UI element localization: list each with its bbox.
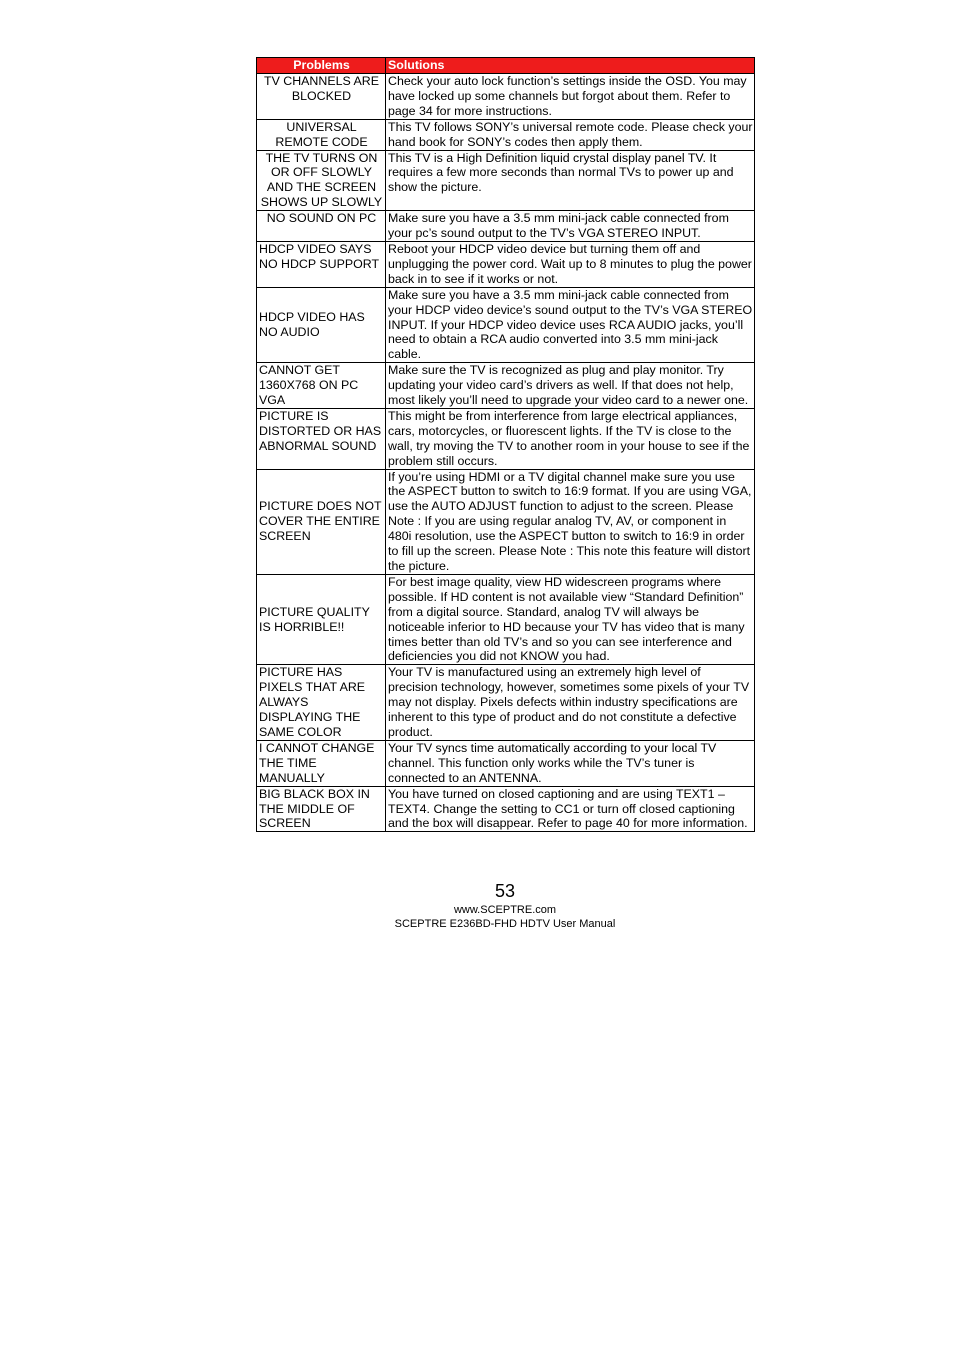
problem-cell: TV CHANNELS ARE BLOCKED [257,74,386,120]
table-row [257,363,755,409]
table-row [257,786,755,832]
problems-column-header: Problems [257,58,386,74]
solution-cell: Make sure you have a 3.5 mm mini-jack cable connected from your HDCP video device’s sound output to the TV’s VGA STEREO INPUT. If your HDCP video device uses RCA AUDIO jacks, you’ll need to obtain a RCA audio converted into 3.5 mm mini-jack cable. [386,287,755,363]
solution-cell: Make sure the TV is recognized as plug and play monitor. Try updating your video card’s drivers as well. If that does not help, most likely you’ll need to upgrade your video card to a newer one. [386,363,755,409]
solution-cell: Your TV syncs time automatically according to your local TV channel. This function only works while the TV’s tuner is connected to an ANTENNA. [386,740,755,786]
problem-cell: PICTURE DOES NOT COVER THE ENTIRE SCREEN [257,469,386,574]
problem-cell: THE TV TURNS ON OR OFF SLOWLY AND THE SCREEN SHOWS UP SLOWLY [257,150,386,211]
solution-cell: This TV follows SONY’s universal remote code. Please check your hand book for SONY’s codes then apply them. [386,119,755,150]
solution-cell: You have turned on closed captioning and are using TEXT1 – TEXT4. Change the setting to CC1 or turn off closed captioning and the box will disappear. Refer to page 40 for more information. [386,786,755,832]
website-url: www.SCEPTRE.com [453,904,557,916]
table-row [257,211,755,242]
problem-cell: BIG BLACK BOX IN THE MIDDLE OF SCREEN [257,786,386,832]
solution-cell: If you’re using HDMI or a TV digital channel make sure you use the ASPECT button to switch to 16:9 format. If you are using VGA, use the AUTO ADJUST function to adjust to the screen. Please Note : If you are using regular analog TV, AV, or component in 480i resolution, use the ASPECT button to switch to 16:9 in order to fill up the screen. Please Note : This note this feature will distort the picture. [386,469,755,574]
solution-cell: Check your auto lock function’s settings inside the OSD. You may have locked up some channels but forgot about them. Refer to page 34 for more instructions. [386,74,755,120]
solution-cell: For best image quality, view HD widescreen programs where possible. If HD content is not available view “Standard Definition” from a digital source. Standard, analog TV will always be noticeable inferior to HD because your TV has video that is many times better than old TV’s and so you can see interference and deficiencies you did not KNOW you had. [386,574,755,664]
table-row [257,740,755,786]
solution-cell: This TV is a High Definition liquid crystal display panel TV. It requires a few more seconds than normal TVs to power up and show the picture. [386,150,755,211]
solutions-column-header: Solutions [386,58,755,74]
solution-cell: This might be from interference from large electrical appliances, cars, motorcycles, or fluorescent lights. If the TV is close to the wall, try moving the TV to another room in your house to see if the problem still occurs. [386,408,755,469]
problem-cell: NO SOUND ON PC [257,211,386,242]
table-row [257,469,755,574]
problem-cell: HDCP VIDEO SAYS NO HDCP SUPPORT [257,241,386,287]
page-footer [0,880,954,931]
table-header-row [257,58,755,74]
problem-cell: UNIVERSAL REMOTE CODE [257,119,386,150]
problem-cell: PICTURE IS DISTORTED OR HAS ABNORMAL SOUND [257,408,386,469]
table-row [257,150,755,211]
table-row [257,287,755,363]
problem-cell: CANNOT GET 1360X768 ON PC VGA [257,363,386,409]
problem-cell: PICTURE QUALITY IS HORRIBLE!! [257,574,386,664]
table-row [257,665,755,741]
page-number: 53 [494,881,516,901]
solution-cell: Reboot your HDCP video device but turning them off and unplugging the power cord. Wait up to 8 minutes to plug the power back in to see if it works or not. [386,241,755,287]
troubleshooting-table [256,57,755,832]
problem-cell: I CANNOT CHANGE THE TIME MANUALLY [257,740,386,786]
solution-cell: Your TV is manufactured using an extremely high level of precision technology, however, sometimes some pixels of your TV may not display. Pixels defects within industry specifications are inherent to this type of product and do not constitute a defective product. [386,665,755,741]
solution-cell: Make sure you have a 3.5 mm mini-jack cable connected from your pc’s sound output to the TV’s VGA STEREO INPUT. [386,211,755,242]
manual-title: SCEPTRE E236BD-FHD HDTV User Manual [394,918,616,930]
problem-cell: HDCP VIDEO HAS NO AUDIO [257,287,386,363]
table-row [257,241,755,287]
table-row [257,408,755,469]
table-row [257,574,755,664]
table-row [257,119,755,150]
table-row [257,74,755,120]
problem-cell: PICTURE HAS PIXELS THAT ARE ALWAYS DISPLAYING THE SAME COLOR [257,665,386,741]
